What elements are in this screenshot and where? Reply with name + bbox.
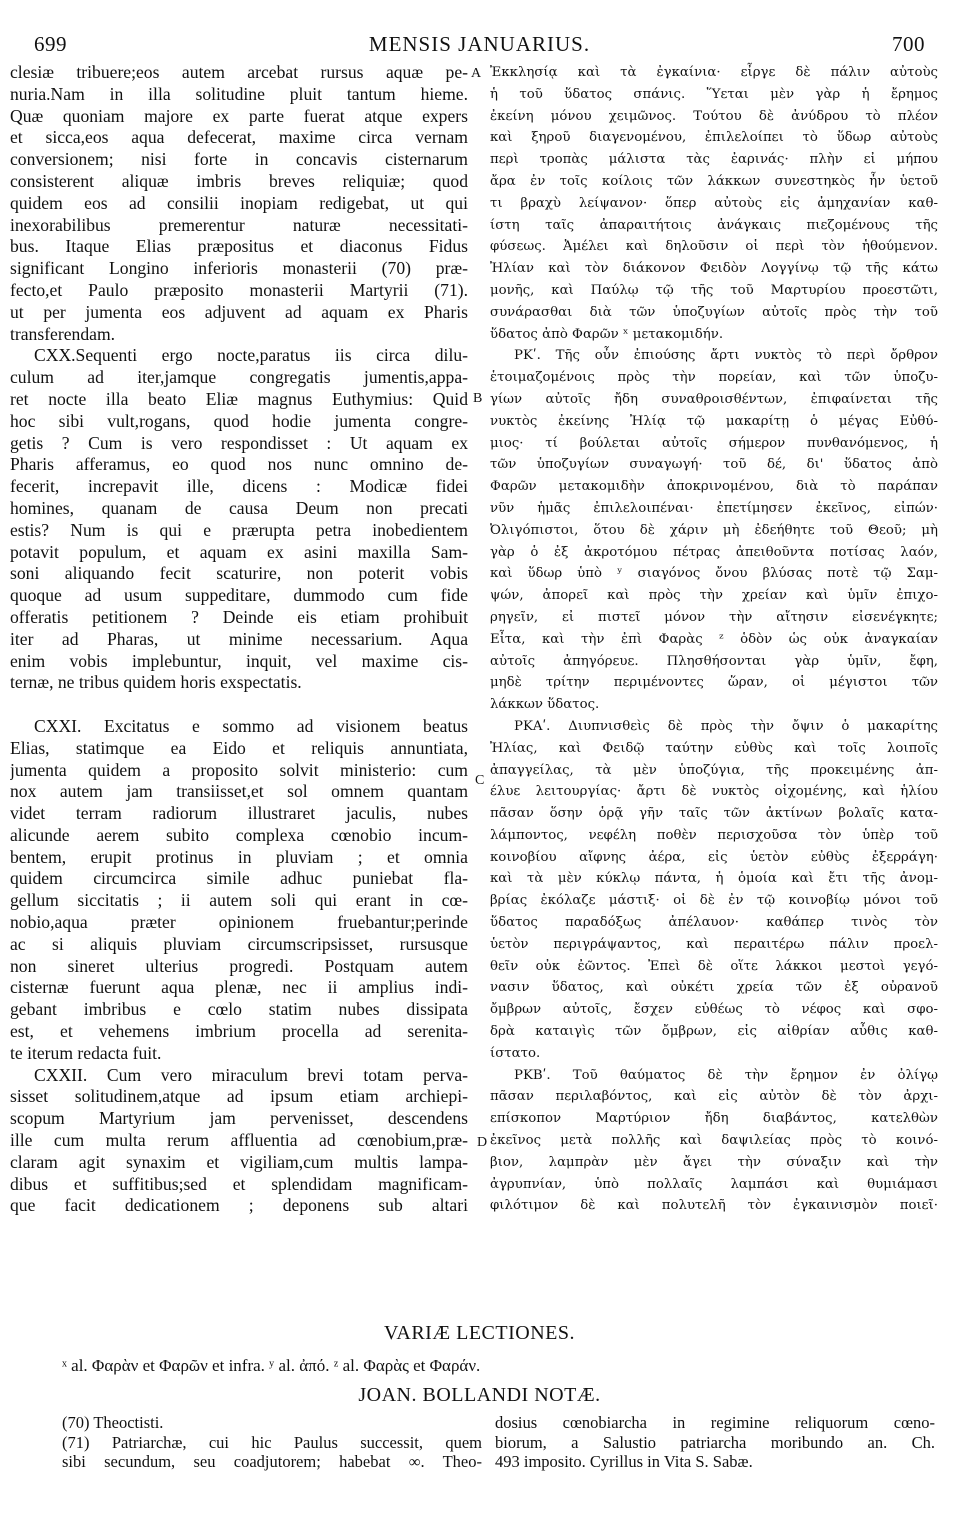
greek-text-line: πᾶσαν ὅσην ὁρᾷ γῆν ταῖς τῶν ἀκτίνων βολαῖς κατα- [490, 806, 938, 822]
note-line: biorum, a Salustio patriarcha moribundo an. Ch. [495, 1432, 935, 1452]
greek-text-line: συνάρασθαι διὰ τῶν ὑποζυγίων αὐτοῖς πρὸς τὴν τοῦ [490, 304, 938, 320]
greek-text-line: μηδὲ τρίτην περιμένοντες ὥραν, οἱ μέγιστοι τῶν [490, 675, 938, 691]
greek-text-line: Ὀλιγόπιστοι, ὅτου δὲ χάριν μὴ ἐδεήθητε τοῦ Θεοῦ; μὴ [490, 522, 938, 538]
latin-text-line: CXX.Sequenti ergo nocte,paratus iis circa dilu- [34, 345, 468, 366]
greek-text-line: φύσεως. Ἀμέλει καὶ δηλοῦσιν οἱ περὶ τὸν ἡθούμενον. [490, 239, 938, 255]
latin-text-line: cisternæ fuerunt aqua plenæ, nec ii amplius indi- [10, 977, 468, 998]
note-line: sibi secundum, seu coadjutorem; habebat ∞. Theo- [62, 1452, 482, 1471]
margin-letter-d: D [477, 1135, 488, 1150]
greek-text-line: καὶ ὕδωρ ὑπὸ ʸ σιαγόνος ὄνου βλύσας ποτὲ τῷ Σαμ- [490, 566, 938, 582]
latin-text-line: enim vobis implebuntur, inquit, vel maxime cis- [10, 650, 468, 671]
page-number-left: 699 [34, 32, 67, 56]
latin-text-line: claram agit synaxim et vigiliam,cum multis lampa- [10, 1151, 468, 1172]
greek-text-line: έλυε λειτουργίας· ἄρτι δὲ νυκτὸς οἰχομένης, καὶ ἡλίου [490, 784, 938, 800]
latin-text-line: scopum Martyrium jam pervenisset, descendens [10, 1108, 468, 1129]
variae-lectiones-text: ˣ al. Φαρὰν et Φαρῶν et infra. ʸ al. ἀπό. ᶻ al. Φαρὰς et Φαράν. [62, 1356, 481, 1375]
greek-text-line: ρηγεῖν, εἰ πιστεῖ μόνον τὴν αἴτησιν εἰσενέγκητε; [490, 609, 938, 625]
latin-text-line: CXXI. Excitatus e sommo ad visionem beatus [34, 715, 468, 736]
latin-text-line: ac si aliquis pluviam circumscripsisset, rursusque [10, 933, 468, 954]
greek-text-line: Εἶτα, καὶ τὴν ἐπὶ Φαρὰς ᶻ ὁδὸν ὡς οὐκ ἀναγκαίαν [490, 631, 938, 647]
latin-text-line: ille cum multa rerum affluentia ad cœnobium,præ- [10, 1130, 468, 1151]
latin-text-line: estis? Num is qui e prærupta petra inobedientem [10, 519, 468, 540]
greek-text-line: ἑτοιμαζομένοις πρὸς τὴν πορείαν, καὶ τῶν ὑποζυ- [490, 370, 938, 386]
note-line: 493 imposito. Cyrillus in Vita S. Sabæ. [495, 1452, 753, 1471]
greek-column [490, 62, 938, 1217]
latin-text-line: bus. Itaque Elias præpositus et diaconus Fidus [10, 236, 468, 257]
greek-text-line: ΡΚΑʹ. Διυπνισθεὶς δὲ πρὸς τὴν ὄψιν ὁ μακαρίτης [514, 718, 938, 734]
greek-text-line: ὑετὸν περιγράψαντος, καὶ περαιτέρω πάλιν προελ- [490, 936, 938, 952]
greek-text-line: νῦν ἡμᾶς ἐπιλελοιπέναι· ἐπετίμησεν ἐκεῖνος, εἰπών· [490, 500, 938, 516]
greek-text-line: καὶ ξηροῦ διαγενομένου, ἐπιλελοίπει τὸ ὕδωρ αὐτοὺς [490, 130, 938, 146]
greek-text-line: ὕδατος παραδόξως ἀπέλαυον· καθάπερ τινὸς τὸν [490, 915, 938, 931]
note-line: dosius cœnobiarcha in regimine reliquorum cœno- [495, 1413, 935, 1432]
latin-text-line: jumenta quidem a proposito solvit ministerio: cum [10, 759, 468, 780]
note-line: (70) Theoctisti. [62, 1413, 164, 1432]
notes-title: JOAN. BOLLANDI NOTÆ. [358, 1384, 601, 1406]
latin-text-line: iter ad Pharas, ut minime necessarium. Aqua [10, 628, 468, 649]
greek-text-line: βρίας ἐκόλαζε μάστιξ· οἱ δὲ ἐν τῷ κοινοβίῳ μόνοι τοῦ [490, 893, 938, 909]
latin-text-line: clesiæ tribuere;eos autem arcebat rursus aquæ pe- [10, 62, 468, 82]
greek-text-line: περὶ τροπὰς μάλιστα τὰς ἐαρινάς· πλὴν εἰ μήπου [490, 152, 938, 168]
greek-text-line: μονῆς, καὶ Παύλῳ τῷ τῆς τοῦ Μαρτυρίου προεστῶτι, [490, 282, 938, 298]
greek-text-line: τι βραχὺ λείψανον· ὅπερ αὐτοὺς εἰς ἀμηχανίαν καθ- [490, 195, 938, 211]
latin-text-line: homines, quanam de causa Deum non precati [10, 497, 468, 518]
latin-text-line: getis ? Cum is vero respondisset : Ut aquam ex [10, 432, 468, 453]
latin-text-line: conversionem; nisi forte in concavis cisternarum [10, 149, 468, 170]
latin-text-line: significant Longino inferioris monasterii (70) præ- [10, 258, 468, 279]
greek-text-line: φιλότιμον δὲ καὶ πολυτελῆ τὸν ἐγκαινισμὸν ποιεῖ· [490, 1198, 938, 1214]
latin-text-line: est, et vehemens imbrium procella ad serenita- [10, 1021, 468, 1042]
latin-text-line: CXXII. Cum vero miraculum brevi totam perva- [34, 1064, 468, 1085]
latin-text-line: quidem eos ad consilii inopiam redigebat, ut qui [10, 192, 468, 213]
latin-text-line: Elias, statimque ea Eido et reliquis annuntiata, [10, 737, 468, 758]
latin-text-line: et sicca,eos aqua defecerat, maxime circa vernam [10, 127, 468, 148]
greek-text-line: νυκτὸς ἐκείνης Ἠλίᾳ τῷ μακαρίτῃ ὁ μέγας Εὐθύ- [490, 413, 938, 429]
greek-text-line: κοινοβίου αἴφνης ἀέρα, εἰς ὑετὸν εὐθὺς ἐξερράγη· [490, 849, 938, 865]
margin-letter-a: A [471, 66, 482, 81]
greek-text-line: Ἠλίαν καὶ τὸν διάκονον Φειδὸν Λογγίνῳ τῷ τῆς κάτω [490, 261, 938, 277]
greek-text-line: ἀγρυπνίαν, ὑπὸ πολλαῖς λαμπάσι καὶ θυμιάμασι [490, 1176, 938, 1192]
latin-text-line: fecto,et Paulo præposito monasterii Martyrii (71). [10, 279, 468, 300]
greek-text-line: πᾶσαν περιλαβόντος, καὶ εἰς αὐτὸν δὲ τὸν ἀρχι- [490, 1089, 938, 1105]
notes-right-column [495, 1413, 935, 1472]
latin-column [10, 62, 468, 1217]
latin-text-line: fecerit, increpavit ille, dicens : Modicæ fidei [10, 476, 468, 497]
greek-text-line: ὕδατος ἀπὸ Φαρῶν ˣ μετακομιδήν. [490, 326, 724, 342]
greek-text-line: ἡ τοῦ ὕδατος σπάνις. Ὕεται μὲν γὰρ ἡ ἔρημος [490, 86, 938, 102]
latin-text-line: Pharis afferamus, eo quod nos nunc omnino de- [10, 454, 468, 475]
greek-text-line: ΡΚΒʹ. Τοῦ θαύματος δὲ τὴν ἔρημον ἐν ὀλίγῳ [514, 1067, 938, 1083]
latin-text-line: que facit dedicationem ; deponens sub altari [10, 1195, 468, 1216]
greek-text-line: νασιν ὕδατος, καὶ οὐκέτι χρεία τῶν ἐξ οὐρανοῦ [490, 980, 938, 996]
greek-text-line: τῶν ὑποζυγίων συναγωγή· τοῦ δέ, δι' ὕδατος ἀπὸ [490, 457, 938, 473]
latin-text-line: non sineret ulterius progredi. Postquam autem [10, 955, 468, 976]
greek-text-line: θεῖν οὐκ ἐῶντος. Ἐπεὶ δὲ οἵτε λάκκοι μεστοὶ γεγό- [490, 958, 938, 974]
running-header [34, 32, 925, 60]
latin-text-line: culum ad iter,jamque congregatis jumentis,appa- [10, 367, 468, 388]
latin-text-line: transferendam. [10, 323, 116, 344]
latin-text-line: potavit populum, et aquam ex asini maxilla Sam- [10, 541, 468, 562]
latin-text-line: bentem, erupit protinus in pluviam ; et omnia [10, 846, 468, 867]
greek-text-line: ἐκεῖνος μετὰ πολλῆς καὶ δαψιλείας πρὸς τὸ κοινό- [490, 1133, 938, 1149]
variae-lectiones-title: VARIÆ LECTIONES. [384, 1322, 575, 1344]
greek-text-line: επίσκοπον Μαρτύριον ἤδη διαβάντος, κατελθὼν [490, 1111, 938, 1127]
greek-text-line: λάμποντος, νεφέλη ποθὲν περισχοῦσα τὸν ὑπὲρ τοῦ [490, 827, 938, 843]
latin-text-line: ret nocte illa beato Eliæ magnus Euthymius: Quid [10, 388, 468, 409]
greek-text-line: Ἐκκλησίᾳ καὶ τὰ ἐγκαίνια· εἶργε δὲ πάλιν αὐτοὺς [490, 65, 938, 80]
margin-letter-b: B [473, 391, 483, 406]
greek-text-line: ὄμβρων αὐτοῖς, ἔσχεν εὐθέως τὸ νέφος καὶ σφο- [490, 1002, 938, 1018]
greek-text-line: ΡΚʹ. Τῆς οὖν ἐπιούσης ἄρτι νυκτὸς τὸ περὶ ὄρθρον [514, 348, 938, 364]
latin-text-line: hoc sibi vult,rogans, quod hodie jumenta congre- [10, 410, 468, 431]
latin-text-line: nuria.Nam in illa solitudine pluit tantum hieme. [10, 83, 468, 104]
latin-text-line: ut per jumenta eos adjuvent ad aquam ex Pharis [10, 301, 468, 322]
latin-text-line: Quæ quoniam majore ex parte fuerat atque expers [10, 105, 468, 126]
greek-text-line: λάκκων ὕδατος. [490, 697, 600, 713]
notes-left-column [62, 1413, 482, 1472]
greek-text-line: καὶ τὰ μὲν κύκλῳ πάντα, ἡ ὁμοία καὶ ἔτι τῆς ἀνομ- [490, 871, 938, 887]
running-title: MENSIS JANUARIUS. [368, 32, 591, 56]
margin-letter-c: C [475, 773, 485, 788]
greek-text-line: γίων αὐτοῖς ἤδη συναθροισθέντων, ἐπιφαίνεται τῆς [490, 391, 938, 407]
latin-text-line: inexorabilibus premerentur naturæ necessitati- [10, 214, 468, 235]
greek-text-line: βιον, λαμπρὰν μὲν ἄγει τὴν σύναξιν καὶ τὴν [490, 1154, 938, 1170]
latin-text-line: gebant imbribus e cœlo statim nubes dissipata [10, 999, 468, 1020]
greek-text-line: ἄρα ἐν τοῖς κοίλοις τῶν λάκκων συνεστηκὸς ἦν ὑετοῦ [490, 173, 938, 189]
latin-text-line: soni aliquando fecit scaturire, non poterit vobis [10, 563, 468, 584]
greek-text-line: ψών, ἀπορεῖ καὶ πρὸς τὴν χρείαν καὶ ὑμῖν ἐπιχο- [490, 588, 938, 604]
greek-text-line: Ἠλίας, καὶ Φειδῷ ταύτην εὐθὺς καὶ τοῖς λοιποῖς [490, 740, 938, 756]
greek-text-line: αὐτοῖς ἀπηγόρευε. Πλησθήσονται γὰρ ὑμῖν, ἔφη, [490, 653, 938, 669]
latin-text-line: quidem circumcirca simile adhuc puniebat fla- [10, 868, 468, 889]
greek-text-line: δρὰ καταιγὶς τῶν ὄμβρων, εἰς αἰθρίαν αὖθις καθ- [490, 1024, 938, 1040]
latin-text-line: gellum siccitatis ; ii autem soli qui erant in cœ- [10, 890, 468, 911]
greek-text-line: ίστη ταῖς ἀπαραιτήτοις ἀνάγκαις πιεζομένους τῆς [490, 217, 938, 233]
greek-text-line: γὰρ ὁ ἐξ ἀκροτόμου πέτρας ἀπειθοῦντα ποτίσας λαόν, [490, 544, 938, 560]
latin-text-line: videt terram radiorum illustraret jaculis, nubes [10, 803, 468, 824]
latin-text-line: consisterent aliquæ imbris breves reliquiæ; quod [10, 170, 468, 191]
latin-text-line: te iterum redacta fuit. [10, 1042, 162, 1063]
greek-text-line: Φαρῶν μετακομιδὴν ἀποκρινομένου, διὰ τὸ παράπαν [490, 479, 938, 495]
blank-line [10, 694, 468, 716]
greek-text-line: μιος· τί βούλεται αὐτοῖς σήμερον πυνθανόμενος, ἡ [490, 435, 938, 451]
greek-text-line: ἀπαγγείλας, τὰ μὲν ὑποζύγια, τῆς προκειμένης ἀπ- [490, 762, 938, 778]
latin-text-line: nobio,aqua præter opinionem fruebantur;perinde [10, 912, 468, 933]
latin-text-line: sisset solitudinem,atque ad ipsum etiam archiepi- [10, 1086, 468, 1107]
page-number-right: 700 [892, 32, 925, 56]
latin-text-line: alicunde aerem subito complexa cœnobio incum- [10, 824, 468, 845]
greek-text-line: ἐκείνη μόνου χειμῶνος. Τούτου δὲ ἀνύδρου τὸ πλέον [490, 108, 938, 124]
latin-text-line: dibus et suffitibus;sed et splendidam magnificam- [10, 1173, 468, 1194]
latin-text-line: offeratis petitionem ? Deinde eis etiam prohibuit [10, 606, 468, 627]
latin-text-line: quoque ad usum suppeditare, dummodo cum fide [10, 585, 468, 606]
latin-text-line: nox autem jam transiisset,et sol omnem quantam [10, 781, 468, 802]
latin-text-line: ternæ, ne tribus quidem horis exspectatis. [10, 672, 302, 693]
greek-text-line: ίστατο. [490, 1045, 541, 1061]
note-line: (71) Patriarchæ, cui hic Paulus successit, quem [62, 1432, 482, 1452]
